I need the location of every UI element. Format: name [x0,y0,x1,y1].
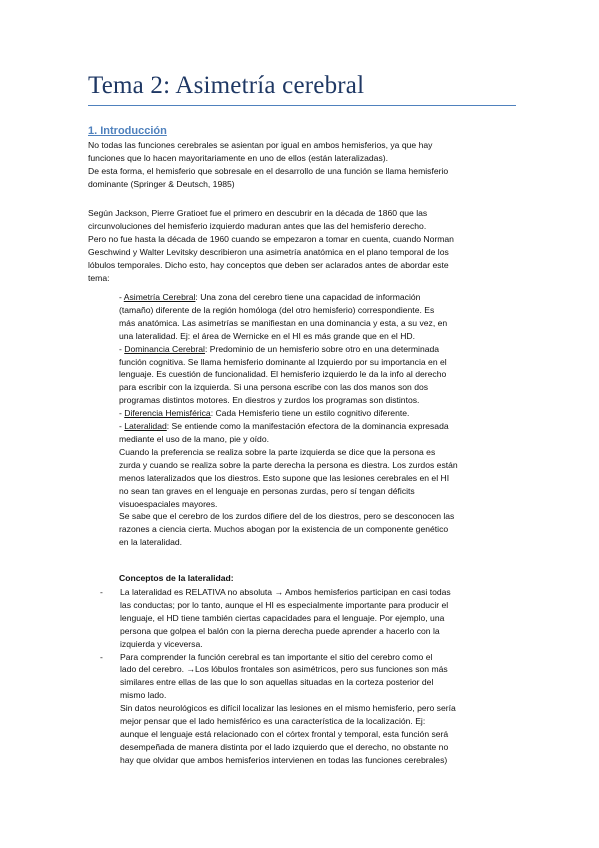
text-line: dominante (Springer & Deutsch, 1985) [88,178,235,189]
text-line: aunque el lenguaje está relacionado con el córtex frontal y temporal, esta función será [120,728,449,739]
text-line: función cognitiva. Se llama hemisferio dominante al Izquierdo por su importancia en el [119,356,447,367]
text-line: Para comprender la función cerebral es tan importante el sitio del cerebro como el [120,651,433,662]
text-line: en la lateralidad. [119,537,183,548]
text-line: tema: [88,272,110,283]
text-line: una lateralidad. Ej: el área de Wernicke en el HI es más grande que en el HD. [119,330,416,341]
bullet-dash: - [100,587,103,597]
text-line: lóbulos temporales. Dicho esto, hay conceptos que deben ser aclarados antes de abordar este [88,259,449,270]
text-line: hay que olvidar que ambos hemisferios intervienen en todas las funciones cerebrales) [120,754,448,765]
definition-term: Diferencia Hemisférica [124,408,211,419]
concepts-list [100,586,456,767]
text-line: circunvoluciones del hemisferio izquierdo maduran antes que las del hemisferio derecho. [88,220,427,231]
list-item [100,651,456,703]
text-line: lenguaje, el HD tiene también ciertas capacidades para el lenguaje. Por ejemplo, una [120,612,445,623]
text-line: izquierda y viceversa. [120,638,203,649]
text-line: La lateralidad es RELATIVA no absoluta → Ambos hemisferios participan en casi todas [120,587,451,597]
text-line: menos lateralizados que los diestros. Esto supone que las lesiones cerebrales en el HI [119,472,450,483]
text-line: De esta forma, el hemisferio que sobresale en el desarrollo de una función se llama hemisferio [88,165,449,176]
definition-asimetria [119,291,458,343]
text-line: no sean tan graves en el lenguaje en personas zurdas, pero sí tengan déficits [119,485,415,496]
text-line: Según Jackson, Pierre Gratioet fue el primero en descubrir en la década de 1860 que las [88,208,428,218]
history-paragraph [88,207,454,284]
text-line: mismo lado. [120,690,167,701]
text-line: (tamaño) diferente de la región homóloga (del otro hemisferio) correspondiente. Es [119,304,435,315]
definition-term: Lateralidad [124,421,167,432]
text-line: persona que golpea el balón con la pierna derecha puede aprender a hacerlo con la [120,625,440,636]
text-line: programas distintos motores. En diestros y zurdos los programas son distintos. [119,395,420,406]
text-line: lado del cerebro. →Los lóbulos frontales son asimétricos, pero sus funciones son más [120,664,448,675]
text-line: mejor pensar que el lado hemisférico es una característica de la localización. Ej: [120,716,426,727]
text-line: visuoespaciales mayores. [119,498,218,509]
definition-term: Asimetría Cerebral [123,292,196,302]
text-line: Cuando la preferencia se realiza sobre la parte izquierda se dice que la persona es [119,446,436,457]
text-line: No todas las funciones cerebrales se asientan por igual en ambos hemisferios, ya que hay [88,140,433,150]
definition-dominancia [119,343,458,408]
section-heading: 1. Introducción [88,125,167,137]
list-item-continuation [100,702,456,767]
definition-lateralidad [119,420,458,549]
title-underline [88,105,516,106]
text-line: Sin datos neurológicos es difícil localizar las lesiones en el mismo hemisferio, pero sería [120,703,456,714]
text-line: razones a ciencia cierta. Muchos abogan por la existencia de un componente genético [119,524,449,535]
bullet-dash: - [100,651,103,662]
definition-term: Dominancia Cerebral [124,343,205,354]
intro-paragraph [88,139,448,191]
page-title: Tema 2: Asimetría cerebral [88,72,365,99]
list-item [100,586,456,651]
text-line: Se sabe que el cerebro de los zurdos difiere del de los diestros, pero se desconocen las [119,511,455,522]
definition-diferencia [119,407,458,420]
text-line: desempeñada de manera distinta por el lado izquierdo que el derecho, no obstante no [120,741,449,752]
text-line: Geschwind y Walter Levitsky describieron una asimetría anatómica en el plano temporal de los [88,246,449,257]
text-line: Pero no fue hasta la década de 1960 cuando se empezaron a tomar en cuenta, cuando Norman [88,233,454,244]
text-line: para escribir con la izquierda. Si una persona escribe con las dos manos son dos [119,382,429,393]
text-line: - Asimetría Cerebral: Una zona del cerebro tiene una capacidad de información [119,292,421,302]
text-line: - Lateralidad: Se entiende como la manifestación efectora de la dominancia expresada [119,421,449,432]
text-line: similares entre ellas de las que lo son aquellas situadas en la corteza posterior del [120,677,434,688]
text-line: lenguaje. Es cuestión de funcionalidad. El hemisferio izquierdo le da la info al derecho [119,369,447,380]
text-line: - Dominancia Cerebral: Predominio de un hemisferio sobre otro en una determinada [119,343,440,354]
text-line: - Diferencia Hemisférica: Cada Hemisferio tiene un estilo cognitivo diferente. [119,408,410,419]
text-line: más anatómica. Las asimetrías se manifiestan en una dominancia y esta, a su vez, en [119,317,448,328]
concepts-heading: Conceptos de la lateralidad: [119,573,234,583]
text-line: mediante el uso de la mano, pie y oído. [119,433,270,444]
definitions-list [119,291,458,549]
text-line: las conductas; por lo tanto, aunque el HI es especialmente importante para producir el [120,599,449,610]
text-line: zurda y cuando se realiza sobre la parte derecha la persona es diestra. Los zurdos están [119,459,458,470]
text-line: funciones que lo hacen mayoritariamente en uno de ellos (están lateralizadas). [88,152,389,163]
